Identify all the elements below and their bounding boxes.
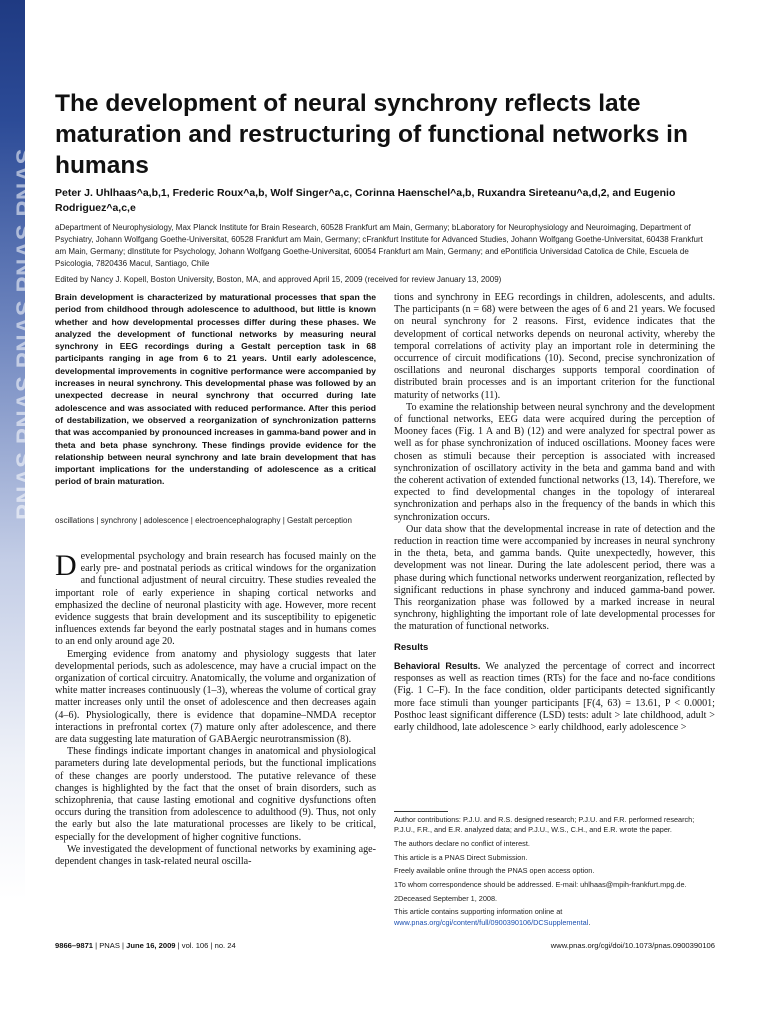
journal-sidebar bbox=[0, 0, 39, 1024]
supporting-info-link[interactable]: www.pnas.org/cgi/content/full/0900390106/DCSupplemental bbox=[394, 917, 589, 927]
behavioral-results-heading: Behavioral Results. bbox=[394, 660, 481, 671]
behavioral-results-paragraph bbox=[394, 660, 715, 734]
article-title: The development of neural synchrony reflects late maturation and restructuring of functional networks in humans bbox=[55, 90, 688, 179]
footer-sep-1: | bbox=[95, 941, 100, 950]
page-footer bbox=[55, 941, 715, 955]
intro-paragraph-2: Emerging evidence from anatomy and physiology suggests that later developmental periods, such as adolescence, may have a crucial impact on the organization of cortical circuitry. Anatomically, the volume and organization of white matter increases continuously (1–3), whereas the volume of cortical gray matter increases only until the onset of adolescence and then decreases again (4–6). Physiologically, there is evidence that dopamine–NMDA receptor interactions in prefrontal cortex (7) mature only after adolescence, and there are data suggesting late maturation of GABAergic neurotransmission (8). bbox=[55, 648, 376, 746]
footer-sep-4: | bbox=[210, 941, 215, 950]
footnote-conflict: The authors declare no conflict of interest. bbox=[394, 838, 530, 848]
footnote-direct-submission: This article is a PNAS Direct Submission. bbox=[394, 852, 528, 862]
footnote-supporting-info bbox=[394, 907, 715, 927]
affiliations: aDepartment of Neurophysiology, Max Planck Institute for Brain Research, 60528 Frankfurt am Main, Germany; bLaboratory for Neurophysiology and Neuroimaging, Department of Psychiatry, Johann Wolfgang Goethe-Universitat, 60528 Frankfurt am Main, Germany; cFrankfurt Institute for Advanced Studies, Johann Wolfgang Goethe-Universitat, 60438 Frankfurt am Main, Germany; dInstitute for Psychology, Johann Wolfgang Goethe-Universitat, 60054 Frankfurt am Main, Germany; and ePontificia Universidad Catolica de Chile, Escuela de Psicologia, 7820436 Macul, Santiago, Chile bbox=[55, 223, 703, 268]
footer-date: June 16, 2009 bbox=[126, 941, 176, 950]
footer-volume: vol. 106 bbox=[181, 941, 209, 950]
footer-sep-3: | bbox=[177, 941, 182, 950]
footer-sep-2: | bbox=[122, 941, 127, 950]
supporting-info-text: This article contains supporting information online at bbox=[394, 907, 563, 917]
keywords: oscillations | synchrony | adolescence | electroencephalography | Gestalt perception bbox=[55, 516, 352, 525]
abstract: Brain development is characterized by maturational processes that span the period from childhood through adolescence to adulthood, but little is known whether and how developmental processes differ during these phases. We analyzed the development of functional networks by measuring neural synchrony in EEG recordings during a Gestalt perception task in 68 participants ranging in age from 6 to 21 years. Until early adolescence, developmental improvements in cognitive performance were accompanied by increases in neural synchrony. This developmental phase was followed by an unexpected decrease in neural synchrony that occurred during late adolescence and was associated with reduced performance. After this period of destabilization, we observed a reorganization of synchronization patterns that was accompanied by pronounced increases in gamma-band power and in theta and beta phase synchrony. These findings provide evidence for the relationship between neural synchrony and late brain development that has important implications for the understanding of adolescence as a critical period of brain maturation. bbox=[55, 292, 376, 487]
intro-paragraph-1 bbox=[55, 551, 376, 649]
footer-citation bbox=[55, 941, 236, 950]
right-paragraph-1: tions and synchrony in EEG recordings in children, adolescents, and adults. The participants (n = 68) were between the ages of 6 and 21 years. We focused on neural synchrony for 2 reasons. First, evidence indicates that the development of cortical networks depends on neuronal activity, whereby the temporal correlations of activity play an important role in determining the occurrence of circuit modifications (10). Second, precise synchronization of oscillations and neuronal discharges supports temporal coordination of distributed brain processes and is an important criterion for the functional maturity of networks (11). bbox=[394, 292, 715, 401]
right-paragraph-2: To examine the relationship between neural synchrony and the development of functional networks, EEG data were acquired during the perception of Mooney faces (Fig. 1 A and B) (12) and were analyzed for spectral power as well as for phase synchronization of induced oscillations. Mooney faces were chosen as stimuli because their perception is associated with increased synchronization of oscillatory activity in the beta and gamma band and with the coherent activation of extended functional networks (13, 14). Therefore, we expected to find developmental changes in the topology of interareal synchronization and perhaps also in the frequency of the bands in which this synchronization occurs. bbox=[394, 401, 715, 523]
edited-by-line: Edited by Nancy J. Kopell, Boston University, Boston, MA, and approved April 15, 2009 (received for review January 13, 2009) bbox=[55, 275, 502, 284]
footer-doi[interactable]: www.pnas.org/cgi/doi/10.1073/pnas.0900390106 bbox=[550, 941, 715, 950]
footnote-correspondence: 1To whom correspondence should be addressed. E-mail: uhlhaas@mpih-frankfurt.mpg.de. bbox=[394, 880, 687, 890]
footnote-contributions: Author contributions: P.J.U. and R.S. designed research; P.J.U. and F.R. performed research; P.J.U., F.R., and E.R. analyzed data; and P.J.U., W.S., C.H., and E.R. wrote the paper. bbox=[394, 815, 695, 835]
footnotes bbox=[394, 815, 715, 931]
footer-journal: PNAS bbox=[99, 941, 120, 950]
results-heading: Results bbox=[394, 641, 429, 653]
pnas-logo-watermark: PNAS PNAS PNAS PNAS PNAS bbox=[12, 147, 39, 520]
intro-paragraph-4: We investigated the development of functional networks by examining age-dependent changes in task-related neural oscilla- bbox=[55, 843, 376, 868]
drop-cap: D bbox=[55, 549, 77, 582]
footer-issue: no. 24 bbox=[214, 941, 236, 950]
behavioral-results-text: We analyzed the percentage of correct and incorrect responses as well as reaction times (RTs) for the face and no-face conditions (Fig. 1 C–F). In the face condition, older participants detected significantly more face stimuli than younger participants [F(4, 63) = 13.61, P < 0.0001; Posthoc least significant difference (LSD) tests: adult > late childhood, adult > early childhood, late adolescence > early childhood, early adolescence > bbox=[394, 660, 716, 733]
footnote-deceased: 2Deceased September 1, 2008. bbox=[394, 893, 498, 903]
right-column bbox=[394, 292, 715, 734]
footnote-rule bbox=[394, 811, 448, 812]
intro-column bbox=[55, 551, 376, 868]
right-paragraph-3: Our data show that the developmental increase in rate of detection and the reduction in reaction time were accompanied by increases in neural synchrony in the theta, beta, and gamma bands. Quite unexpectedly, however, this development was not linear. During the late adolescent period, there was a phase during which functional networks underwent reorganization, reflected by significant reductions in phase synchrony and induced gamma-band power. This reorganization phase was followed by a marked increase in neural synchrony, highlighting the important role of late developmental processes for the maturation of functional networks. bbox=[394, 523, 715, 633]
supporting-info-end: . bbox=[588, 917, 591, 927]
intro-paragraph-3: These findings indicate important changes in anatomical and physiological parameters during late developmental periods, but the functional implications of these changes are poorly understood. The putative relevance of these changes is highlighted by the fact that the onset of brain disorders, such as schizophrenia, that cause lasting emotional and cognitive dysfunctions often occurs during the transition from adolescence to adulthood (9). Thus, not only the early but also the late maturational processes are likely to be critical, especially for the development of higher cognitive functions. bbox=[55, 746, 376, 843]
intro-paragraph-1-text: evelopmental psychology and brain research has focused mainly on the early pre- and postnatal periods as critical windows for the organization and functional adjustment of neural circuitry. These studies revealed the important role of early experience in shaping cortical networks and emphasized the decline of neuronal plasticity with age. However, more recent evidence suggests that brain development and its susceptibility to epigenetic influences extends far beyond the early postnatal stages and in humans comes to an end only around age 20. bbox=[55, 551, 376, 648]
footer-pages: 9866–9871 bbox=[55, 941, 94, 950]
footnote-open-access: Freely available online through the PNAS open access option. bbox=[394, 866, 595, 876]
author-list: Peter J. Uhlhaas^a,b,1, Frederic Roux^a,b, Wolf Singer^a,c, Corinna Haenschel^a,b, Ruxandra Sireteanu^a,d,2, and Eugenio Rodriguez^a,c,e bbox=[55, 187, 676, 214]
